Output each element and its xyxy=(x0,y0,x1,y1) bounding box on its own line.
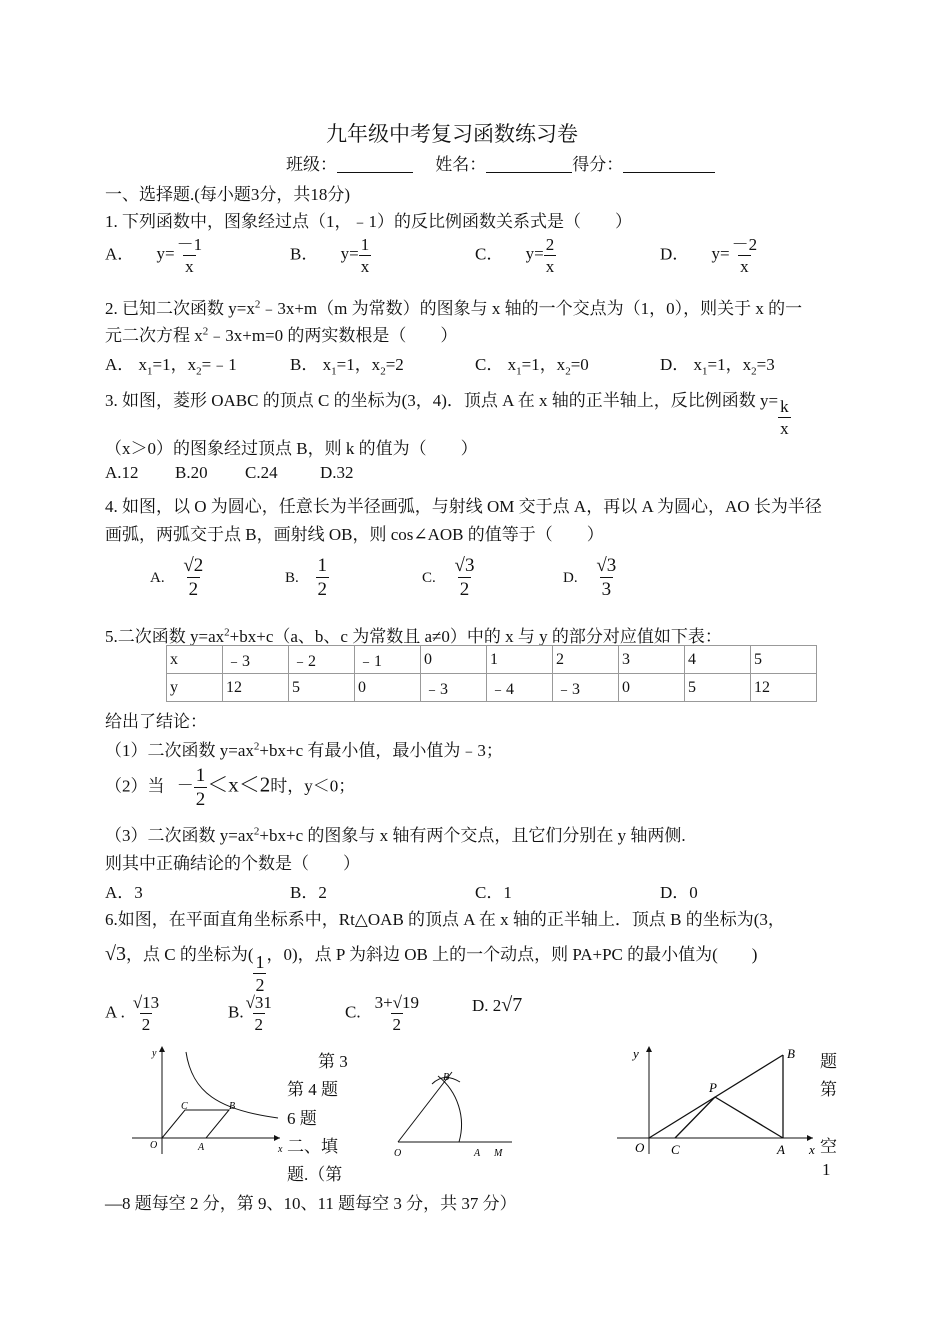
q4-option-a[interactable]: A. $\frac{√2}{2}$ xyxy=(150,555,204,600)
question-1-stem: 1. 下列函数中，图象经过点（1，﹣1）的反比例函数关系式是（ ） xyxy=(105,212,632,231)
q2-option-d[interactable]: D． $x_1=1$，$x_2=3$ xyxy=(660,355,775,378)
fig4-b-label: B xyxy=(443,1072,450,1083)
q6-option-c[interactable]: C. $\frac{3+√19}{2}$ xyxy=(345,993,420,1034)
q1-option-a[interactable]: A． y= $\frac{-1}{x}$ xyxy=(105,235,203,276)
fig6-o-label: O xyxy=(635,1140,645,1155)
question-2-line-2: 元二次方程 $x^2﹣3x+m=0$ 的两实数根是（ ） xyxy=(105,325,458,345)
q5-option-b[interactable]: B．2 xyxy=(290,883,327,902)
q1-option-b[interactable]: B． y= $\frac{1}{x}$ xyxy=(290,235,370,276)
q6-option-a[interactable]: A . $\frac{√13}{2}$ xyxy=(105,993,160,1034)
q6-option-d[interactable]: D. 2√7 xyxy=(472,994,523,1016)
q2-option-b[interactable]: B． $x_1=1$，$x_2=2$ xyxy=(290,355,404,378)
section-2-heading-part-a: 二、填 xyxy=(287,1137,338,1156)
fig4-a-label: A xyxy=(474,1148,481,1159)
q2-option-a[interactable]: A． $x_1=1$，$x_2=﹣1$ xyxy=(105,355,237,378)
fig3-b-label: B xyxy=(229,1101,236,1112)
q1-option-d[interactable]: D． y= $\frac{-2}{x}$ xyxy=(660,235,758,276)
q3-option-a[interactable]: A.12 xyxy=(105,463,139,482)
fig3-c-label: C xyxy=(181,1101,188,1112)
table-row-x: x ﹣3 ﹣2 ﹣1 0 1 2 3 4 5 xyxy=(167,646,817,674)
fig6-a-label: A xyxy=(777,1142,785,1157)
q4-option-c[interactable]: C. $\frac{√3}{2}$ xyxy=(422,555,475,600)
q2-option-c[interactable]: C． $x_1=1$，$x_2=0$ xyxy=(475,355,589,378)
fig6-c-label: C xyxy=(671,1142,680,1157)
score-field[interactable] xyxy=(623,155,715,173)
q5-option-a[interactable]: A．3 xyxy=(105,883,143,902)
caption-right-1: 题 xyxy=(820,1052,837,1071)
q6-option-b[interactable]: B. $\frac{√31}{2}$ xyxy=(228,993,272,1034)
fig6-y-label: y xyxy=(633,1046,639,1061)
name-field[interactable] xyxy=(486,155,572,173)
question-3-line-2: （x＞0）的图象经过顶点 B，则 k 的值为（ ） xyxy=(105,439,478,458)
page-title: 九年级中考复习函数练习卷 xyxy=(326,122,578,146)
q4-option-d[interactable]: D. $\frac{√3}{3}$ xyxy=(563,555,617,600)
figure-q6-triangle xyxy=(617,1042,817,1160)
name-label: 姓名： xyxy=(435,155,487,174)
q3-option-c[interactable]: C.24 xyxy=(245,463,278,482)
q5-option-d[interactable]: D．0 xyxy=(660,883,698,902)
fig6-p-label: P xyxy=(709,1080,717,1095)
fig4-m-label: M xyxy=(494,1148,503,1159)
caption-right-4: 1 xyxy=(822,1160,831,1179)
conclusion-1: （1）二次函数 $y=ax^2+bx+c$ 有最小值，最小值为﹣3； xyxy=(105,740,503,760)
table-row-y: y 12 5 0 ﹣3 ﹣4 ﹣3 0 5 12 xyxy=(167,674,817,702)
q4-option-b[interactable]: B. $\frac{1}{2}$ xyxy=(285,555,328,600)
caption-right-3: 空 xyxy=(820,1137,837,1156)
student-info-row xyxy=(286,150,715,175)
given-conclusions-label: 给出了结论： xyxy=(105,712,207,731)
fig3-o-label: O xyxy=(150,1140,158,1151)
fig3-a-label: A xyxy=(198,1142,205,1153)
score-label: 得分： xyxy=(572,155,624,174)
q3-option-d[interactable]: D.32 xyxy=(320,463,354,482)
fig6-x-label: x xyxy=(809,1142,815,1157)
question-4-line-2: 画弧，两弧交于点 B，画射线 OB，则 cos∠AOB 的值等于（ ） xyxy=(105,525,604,544)
caption-fig3: 第 3 xyxy=(318,1052,348,1071)
section-2-heading-part-c: —8 题每空 2 分，第 9、10、11 题每空 3 分，共 37 分） xyxy=(105,1194,517,1213)
question-4-line-1: 4. 如图，以 O 为圆心，任意长为半径画弧，与射线 OM 交于点 A，再以 A 为圆心，AO 长为半径 xyxy=(105,497,822,516)
question-3-line-1: 3. 如图，菱形 OABC 的顶点 C 的坐标为(3，4)．顶点 A 在 x 轴的正半轴上，反比例函数 y= $\frac{k}{x}$ xyxy=(105,391,789,438)
figure-q4-construction xyxy=(388,1060,516,1160)
conclusion-2: （2）当 － $\frac{1}{2}$ ＜x＜2时，y＜0； xyxy=(105,765,356,810)
fig4-o-label: O xyxy=(394,1148,402,1159)
q5-option-c[interactable]: C．1 xyxy=(475,883,512,902)
question-5-stem: 5.二次函数 $y=ax^2+bx+c(a$、b、c 为常数且 a≠0）中的 x 与 y 的部分对应值如下表： xyxy=(105,626,722,646)
fig3-y-label: y xyxy=(152,1048,157,1059)
xy-value-table xyxy=(166,645,817,702)
caption-fig6: 6 题 xyxy=(287,1109,317,1128)
figure-q3-rhombus xyxy=(128,1042,288,1160)
fig3-x-label: x xyxy=(278,1144,283,1155)
class-label: 班级： xyxy=(286,155,337,174)
fig6-b-label: B xyxy=(787,1046,795,1061)
question-5-ask: 则其中正确结论的个数是（ ） xyxy=(105,854,360,873)
section-1-heading: 一、选择题.(每小题3分，共18分) xyxy=(105,185,351,204)
section-2-heading-part-b: 题.（第 xyxy=(287,1165,343,1184)
conclusion-3: （3）二次函数 $y=ax^2+bx+c$ 的图象与 x 轴有两个交点，且它们分别在 y 轴两侧. xyxy=(105,825,686,845)
class-field[interactable] xyxy=(337,155,413,173)
question-6-line-2: √3，点 C 的坐标为( $\frac{1}{2}$ ，0)，点 P 为斜边 OB 上的一个动点，则 PA+PC 的最小值为( ) xyxy=(105,943,758,995)
question-6-line-1: 6.如图，在平面直角坐标系中，Rt△OAB 的顶点 A 在 x 轴的正半轴上．顶点 B 的坐标为(3， xyxy=(105,910,785,929)
question-2-line-1: 2. 已知二次函数 $y=x^2﹣3x+m(m$ 为常数）的图象与 x 轴的一个交点为（1，0），则关于 x 的一 xyxy=(105,298,803,318)
caption-fig4: 第 4 题 xyxy=(287,1080,338,1099)
caption-right-2: 第 xyxy=(820,1080,837,1099)
q1-option-c[interactable]: C． y= $\frac{2}{x}$ xyxy=(475,235,555,276)
q3-option-b[interactable]: B.20 xyxy=(175,463,208,482)
